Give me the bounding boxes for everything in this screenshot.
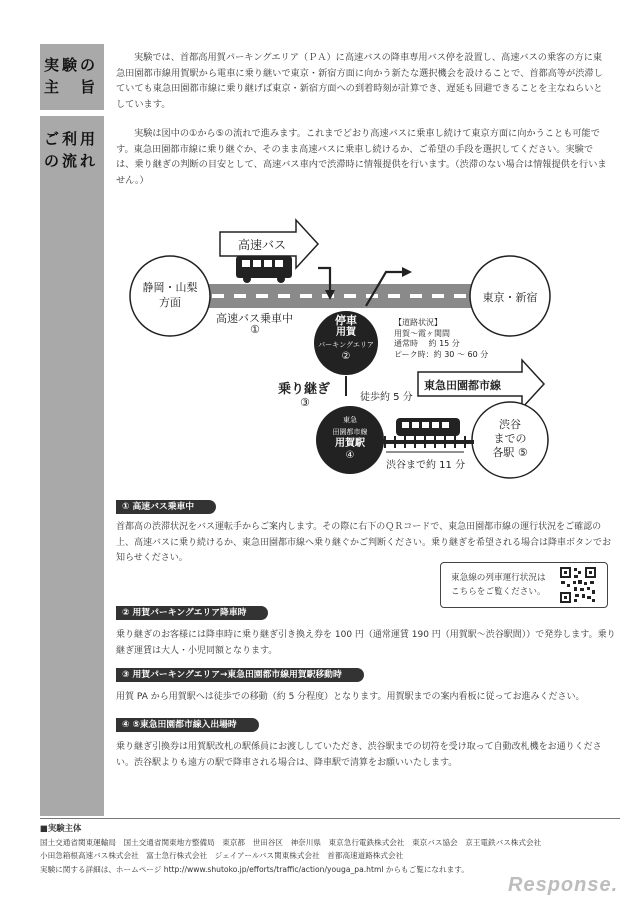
footer-details: 実験に関する詳細は、ホームページ http://www.shutoko.jp/efforts/traffic/action/youga_pa.html からもご覧になれます。	[40, 864, 469, 874]
purpose-label-line2: 主 旨	[44, 78, 99, 96]
purpose-label-line1: 実験の	[44, 56, 99, 74]
shibuya-label-line3: 各駅	[492, 446, 515, 459]
step2-title: ② 用賀パーキングエリア降車時	[116, 606, 268, 620]
road-status-normal: 通常時 約 15 分	[394, 339, 460, 348]
walk-time: 徒歩約 5 分	[360, 392, 413, 403]
station-label-line2: 田園都市線	[332, 428, 368, 436]
station-label-line3: 用賀駅	[335, 438, 365, 449]
destination-label: 東京・新宿	[482, 291, 538, 304]
shibuya-label	[476, 418, 544, 460]
train-arrow-label: 東急田園都市線	[424, 379, 501, 392]
transfer-number: ③	[300, 396, 310, 409]
step1-label: 高速バス乗車中	[216, 312, 293, 325]
footer-divider	[40, 818, 620, 819]
road-status	[394, 318, 488, 360]
qr-code-icon[interactable]	[559, 566, 597, 604]
footer	[40, 822, 620, 876]
to-shibuya-time: 渋谷まで約 11 分	[386, 460, 466, 471]
step4-body: 乗り継ぎ引換券は用賀駅改札の駅係員にお渡ししていただき、渋谷駅までの切符を受け取って自動改札機をお通りください。渋谷駅よりも遠方の駅で降車される場合は、降車駅で清算をお願いいたします。	[116, 742, 602, 768]
road-status-peak: ピーク時：約 30 ～ 60 分	[394, 349, 489, 359]
transfer-label: 乗り継ぎ	[278, 382, 331, 397]
bus-continue-arrowhead	[402, 267, 412, 277]
road-status-route: 用賀～霞ヶ関間	[394, 328, 450, 338]
qr-caption-line2: こちらをご覧ください。	[451, 587, 546, 597]
station-number: ④	[345, 450, 355, 461]
shibuya-label-line1: 渋谷	[499, 418, 521, 431]
footer-orgs-line2: 小田急箱根高速バス株式会社 富士急行株式会社 ジェイアールバス関東株式会社 首都高速道路株式会社	[40, 851, 404, 860]
bus-arrow-label: 高速バス	[238, 238, 287, 252]
footer-orgs-line1: 国土交通省関東運輸局 国土交通省関東地方整備局 東京都 世田谷区 神奈川県 東京急行電鉄株式会社 東京バス協会 京王電鉄バス株式会社	[40, 837, 542, 847]
step2-body: 乗り継ぎのお客様には降車時に乗り継ぎ引き換え券を 100 円（通常運賃 190 円（用賀駅～渋谷駅間））で発券します。乗り継ぎ運賃は大人・小児同額となります。	[116, 630, 616, 656]
origin-label-line1: 静岡・山梨	[142, 281, 198, 294]
flow-text-body: 実験は図中の①から⑤の流れで進みます。これまでどおり高速バスに乗車し続けて東京方面に向かうことも可能です。東急田園都市線に乗り継ぐか、そのまま高速バスに乗車し続けるか、ご希望の手段を選択してください。実験では、乗り継ぎの判断の目安として、高速バス車内で渋滞時に情報提供を行います。（渋滞のない場合は情報提供を行いません。）	[116, 128, 607, 186]
origin-label	[140, 280, 200, 310]
step3-body: 用賀 PA から用賀駅へは徒歩での移動（約 5 分程度）となります。用賀駅までの案内看板に従ってお進みください。	[116, 692, 585, 702]
step1-body: 首都高の渋滞状況をバス運転手からご案内します。その際に右下のＱＲコードで、東急田園都市線の運行状況をご確認の上、高速バスに乗り続けるか、東急田園都市線へ乗り継ぐかご判断ください。乗り継ぎを希望される場合は降車ボタンでお知らせください。	[116, 522, 612, 563]
pa-label-line3: パーキングエリア	[318, 341, 374, 349]
step4-title: ④ ⑤東急田園都市線入出場時	[116, 718, 259, 732]
station-label	[316, 414, 384, 462]
qr-box	[440, 562, 608, 608]
footer-heading: ■実験主体	[40, 823, 82, 833]
pa-label	[310, 315, 382, 363]
bus-icon	[236, 256, 292, 283]
pa-number: ②	[341, 351, 351, 362]
qr-caption	[451, 571, 546, 599]
train-icon	[396, 418, 460, 436]
purpose-text-body: 実験では、首都高用賀パーキングエリア（ＰＡ）に高速バスの降車専用バス停を設置し、高速バスの乗客の方に東急田園都市線用賀駅から電車に乗り継いで東京・新宿方面に向かう新たな選択機会を設けることで、首都高等が渋滞していても東急田園都市線に乗り継げば東京・新宿方面への到着時刻が計算でき、遅延も回避できることを主なねらいとしています。	[116, 52, 603, 110]
step1-number: ①	[250, 323, 260, 336]
pa-label-line2: 用賀	[336, 327, 356, 338]
step1-title: ① 高速バス乗車中	[116, 500, 216, 514]
shibuya-label-line2: までの	[493, 432, 527, 445]
response-watermark: Response.	[508, 874, 619, 896]
shibuya-number: ⑤	[517, 446, 528, 459]
road-status-title: 【道路状況】	[394, 318, 442, 327]
origin-label-line2: 方面	[159, 296, 181, 309]
flow-label-line1: ご利用	[44, 130, 99, 148]
qr-caption-line1: 東急線の列車運行状況は	[451, 573, 546, 583]
flow-label-line2: の流れ	[44, 152, 99, 170]
station-label-line1: 東急	[343, 416, 357, 424]
pa-label-line1: 停車	[335, 314, 357, 327]
step3-title: ③ 用賀パーキングエリア→東急田園都市線用賀駅移動時	[116, 668, 364, 682]
